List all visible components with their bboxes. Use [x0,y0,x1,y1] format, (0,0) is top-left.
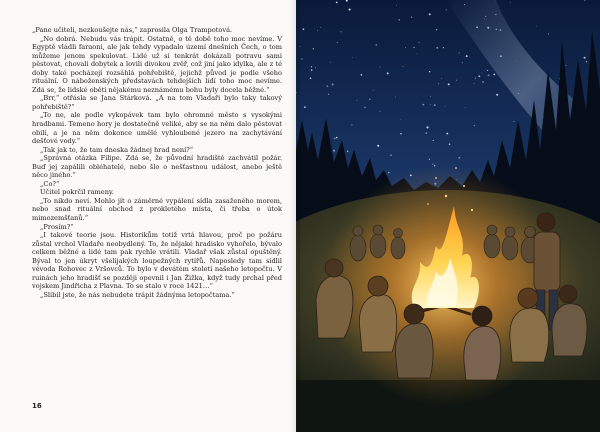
star [487,27,489,29]
star [417,54,418,55]
left-page [0,0,296,432]
star [474,125,475,126]
star [495,14,496,15]
star [351,124,352,125]
star [495,1,496,2]
star [496,94,498,96]
star [487,70,488,71]
star [369,98,371,100]
paragraph: „Správná otázka Filipe. Zdá se, že původní hradiště zachvátil požár. Buď jej zapálili obléhatelé, nebo šlo o nešťastnou událost, anebo ještě něco jiného.“ [32,154,282,180]
star [347,7,348,8]
star [423,104,425,106]
star [300,46,301,47]
star [396,5,397,6]
star [464,4,465,5]
star [478,75,480,77]
star [566,65,567,66]
star [330,62,331,63]
star [413,47,414,48]
right-page-illustration [296,0,600,432]
star [320,27,321,28]
paragraph: Učitel pokrčil rameny. [40,188,114,197]
star [387,72,389,74]
star [518,93,519,94]
paragraph: „To nikdo neví. Mohlo jít o záměrné vypálení sídla zasaženého morem, nebo snad rituální obchod z prokletého místa, či třeba o útok mimozemšťanů.“ [32,196,282,223]
star [377,145,379,147]
star [484,19,485,20]
star [326,85,328,87]
star [430,104,431,105]
star [513,121,514,122]
star [481,73,482,74]
star [328,94,329,95]
star [418,42,419,43]
star [430,96,431,97]
star [586,61,587,62]
star [441,78,442,79]
star [459,52,460,53]
paragraph: „Prosím?“ [40,222,74,231]
star [303,28,305,30]
star [458,157,460,159]
star [548,33,549,34]
star [436,29,437,30]
star [375,44,377,46]
star [349,8,351,10]
star [465,107,466,108]
star [462,62,463,63]
paragraph: „To ne, ale podle vykopávek tam bylo ohromné město s vysokými hradbami. Temeno hory je dostatečně veliké, aby se na něm dalo pěstovat obilí, a je na něm dokonce umělé vyhloubené jezero na zachytávání dešťové vody.“ [32,111,282,146]
star [301,58,303,60]
star [493,74,495,76]
star [536,26,537,27]
star [388,172,390,174]
star [379,66,380,67]
star [432,163,433,164]
star [488,74,490,76]
star [495,28,497,30]
paragraph: „No dobrá. Nebudu vás trápit. Ostatně, o tě době toho moc nevíme. V Egyptě vládli faraoni, ale jak tehdy vypadalo území dnešních Čech, o tom můžeme jenom spekulovat. Lidé už si tenkrát dokázali potravu sami pěstovat, chovali dobytek a lovili divokou zvěř, což jiní jako idylka, ale z té doby také pocházejí rozsáhlá pohřebiště, jejichž původ je podle všeho rituální. O náboženských představách tehdejších lidí toho moc nevíme. Zdá se, že lidské oběti nějakému neznámému bohu byly docela běžné.“ [32,34,282,94]
star [373,90,374,91]
star [476,26,478,28]
paragraph: „Pane učiteli, nezkoušejte nás,“ zaprosila Olga Trampotová. [32,26,233,34]
page-number: 16 [32,402,42,410]
star [315,67,316,68]
star [474,83,475,84]
star [434,104,436,106]
star [334,137,336,139]
star [429,159,430,160]
star [395,97,396,98]
star [311,69,312,70]
star [443,47,444,48]
star [332,83,334,85]
star [336,137,338,139]
star [500,29,502,31]
star [425,132,427,134]
star [482,81,483,82]
star [400,133,402,135]
star [449,143,451,145]
star [352,57,353,58]
star [516,60,517,61]
star [446,133,448,135]
star [356,100,357,101]
star [310,77,312,79]
star [380,111,381,112]
star [448,83,450,85]
star [361,74,363,76]
star [304,106,306,108]
star [405,47,406,48]
campfire-illustration [296,0,600,432]
star [510,2,511,3]
star [438,83,439,84]
star [436,47,438,49]
star [433,140,434,141]
star [364,107,366,109]
star [311,66,312,67]
star [429,13,431,15]
star [411,16,412,17]
paragraph: „I takové teorie jsou. Historikům totiž vrtá hlavou, proč po požáru zůstal vrchol Vladaře neobydlený. To, že nějaké hradisko vyhořelo, bývalo celkem běžné a lidé tam pak rychle vrátili. Vladař však zůstal opuštěný. Býval to jen úkryt všelijakých loupežných rytířů. Naposledy tam sídlil vévoda Rohovec z Vršovců. To bylo v devátém století našeho letopočtu. V ruinách jeho hradišť se později opevnil i Jan Žižka, když tudy prchal před vojskem Jindřicha z Plavna. To se stalo v roce 1421…“ [32,231,282,291]
star [403,66,404,67]
star [584,57,586,59]
star [317,30,318,31]
paragraph: „Slibil jste, že nás nebudete trápit žádnýma letopočtama.“ [40,290,235,299]
star [466,55,468,57]
star [485,16,486,17]
star [445,106,446,107]
paragraph: „Brr,“ otřásla se Jana Stárková. „A na tom Vladaři bylo taky takový pohřebiště?“ [32,94,282,111]
star [336,2,338,4]
star [426,126,428,128]
star [337,42,338,43]
paragraph: „Co?“ [40,179,60,188]
paragraph: „Tak jak to, že tam dneska žádnej hrad není?“ [40,145,194,154]
star [475,78,476,79]
star [540,78,541,79]
star [429,71,430,72]
star [456,80,457,81]
star [398,19,400,21]
star [446,9,447,10]
star [347,150,349,152]
star [333,150,335,152]
star [313,48,314,49]
star [341,31,342,32]
star [390,155,391,156]
star [500,55,502,57]
text-block [32,26,282,300]
star [401,119,402,120]
